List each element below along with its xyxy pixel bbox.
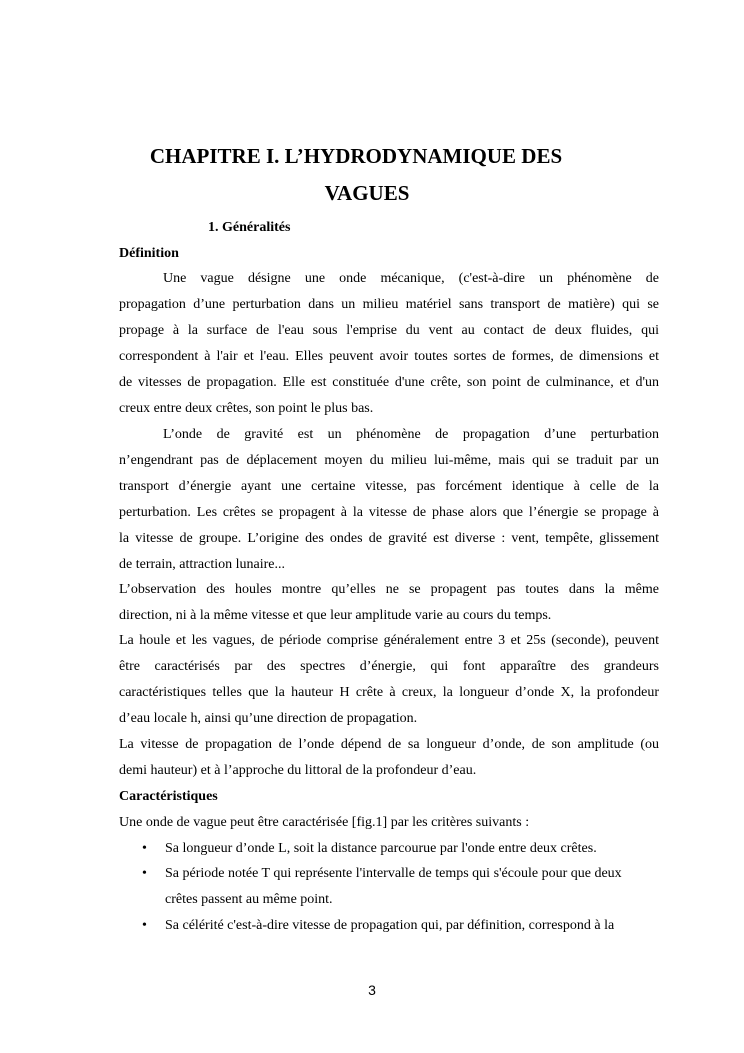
paragraph-line: n’engendrant pas de déplacement moyen du milieu lui-même, mais qui se traduit par un [119,453,659,468]
list-item-continuation: crêtes passent au même point. [165,892,333,907]
paragraph-line: La houle et les vagues, de période comprise généralement entre 3 et 25s (seconde), peuvent [119,633,659,648]
paragraph-line: propagation d’une perturbation dans un milieu matériel sans transport de matière) qui se [119,297,659,312]
list-item: Sa longueur d’onde L, soit la distance parcourue par l'onde entre deux crêtes. [165,841,597,856]
paragraph-line: demi hauteur) et à l’approche du littoral de la profondeur d’eau. [119,763,477,778]
paragraph-line: perturbation. Les crêtes se propagent à la vitesse de phase alors que l’énergie se propage à [119,505,659,520]
paragraph-line: de terrain, attraction lunaire... [119,557,285,572]
chapter-title-line-1: CHAPITRE I. L’HYDRODYNAMIQUE DES [149,144,563,168]
section-heading: 1. Généralités [208,220,291,235]
paragraph-line: direction, ni à la même vitesse et que leur amplitude varie au cours du temps. [119,608,552,623]
characteristics-intro: Une onde de vague peut être caractérisée [fig.1] par les critères suivants : [119,815,530,830]
list-item: Sa période notée T qui représente l'intervalle de temps qui s'écoule pour que deux [165,866,622,881]
paragraph-line: La vitesse de propagation de l’onde dépend de sa longueur d’onde, de son amplitude (ou [119,737,659,752]
paragraph-line: propage à la surface de l'eau sous l'emprise du vent au contact de deux fluides, qui [119,323,659,338]
paragraph-line: L’observation des houles montre qu’elles ne se propagent pas toutes dans la même [119,582,659,597]
bullet-icon: • [142,866,147,881]
page-number: 3 [368,982,376,998]
characteristics-heading: Caractéristiques [119,789,218,804]
paragraph-line: Une vague désigne une onde mécanique, (c'est-à-dire un phénomène de [163,271,659,286]
paragraph-line: de vitesses de propagation. Elle est constituée d'une crête, son point de culminance, et d'un [119,375,659,390]
list-item: Sa célérité c'est-à-dire vitesse de propagation qui, par définition, correspond à la [165,918,615,933]
paragraph-line: transport d’énergie ayant une certaine vitesse, pas forcément identique à celle de la [119,479,659,494]
paragraph-line: caractéristiques telles que la hauteur H crête à creux, la longueur d’onde X, la profondeur [119,685,659,700]
paragraph-line: creux entre deux crêtes, son point le plus bas. [119,401,374,416]
paragraph-line: d’eau locale h, ainsi qu’une direction de propagation. [119,711,418,726]
paragraph-line: être caractérisés par des spectres d’énergie, qui font apparaître des grandeurs [119,659,659,674]
paragraph-line: correspondent à l'air et l'eau. Elles peuvent avoir toutes sortes de formes, de dimensions et [119,349,659,364]
paragraph-line: la vitesse de groupe. L’origine des ondes de gravité est diverse : vent, tempête, glissement [119,531,659,546]
bullet-icon: • [142,918,147,933]
bullet-icon: • [142,841,147,856]
definition-heading: Définition [119,246,179,261]
paragraph-line: L’onde de gravité est un phénomène de propagation d’une perturbation [163,427,659,442]
chapter-title-line-2: VAGUES [324,181,410,205]
